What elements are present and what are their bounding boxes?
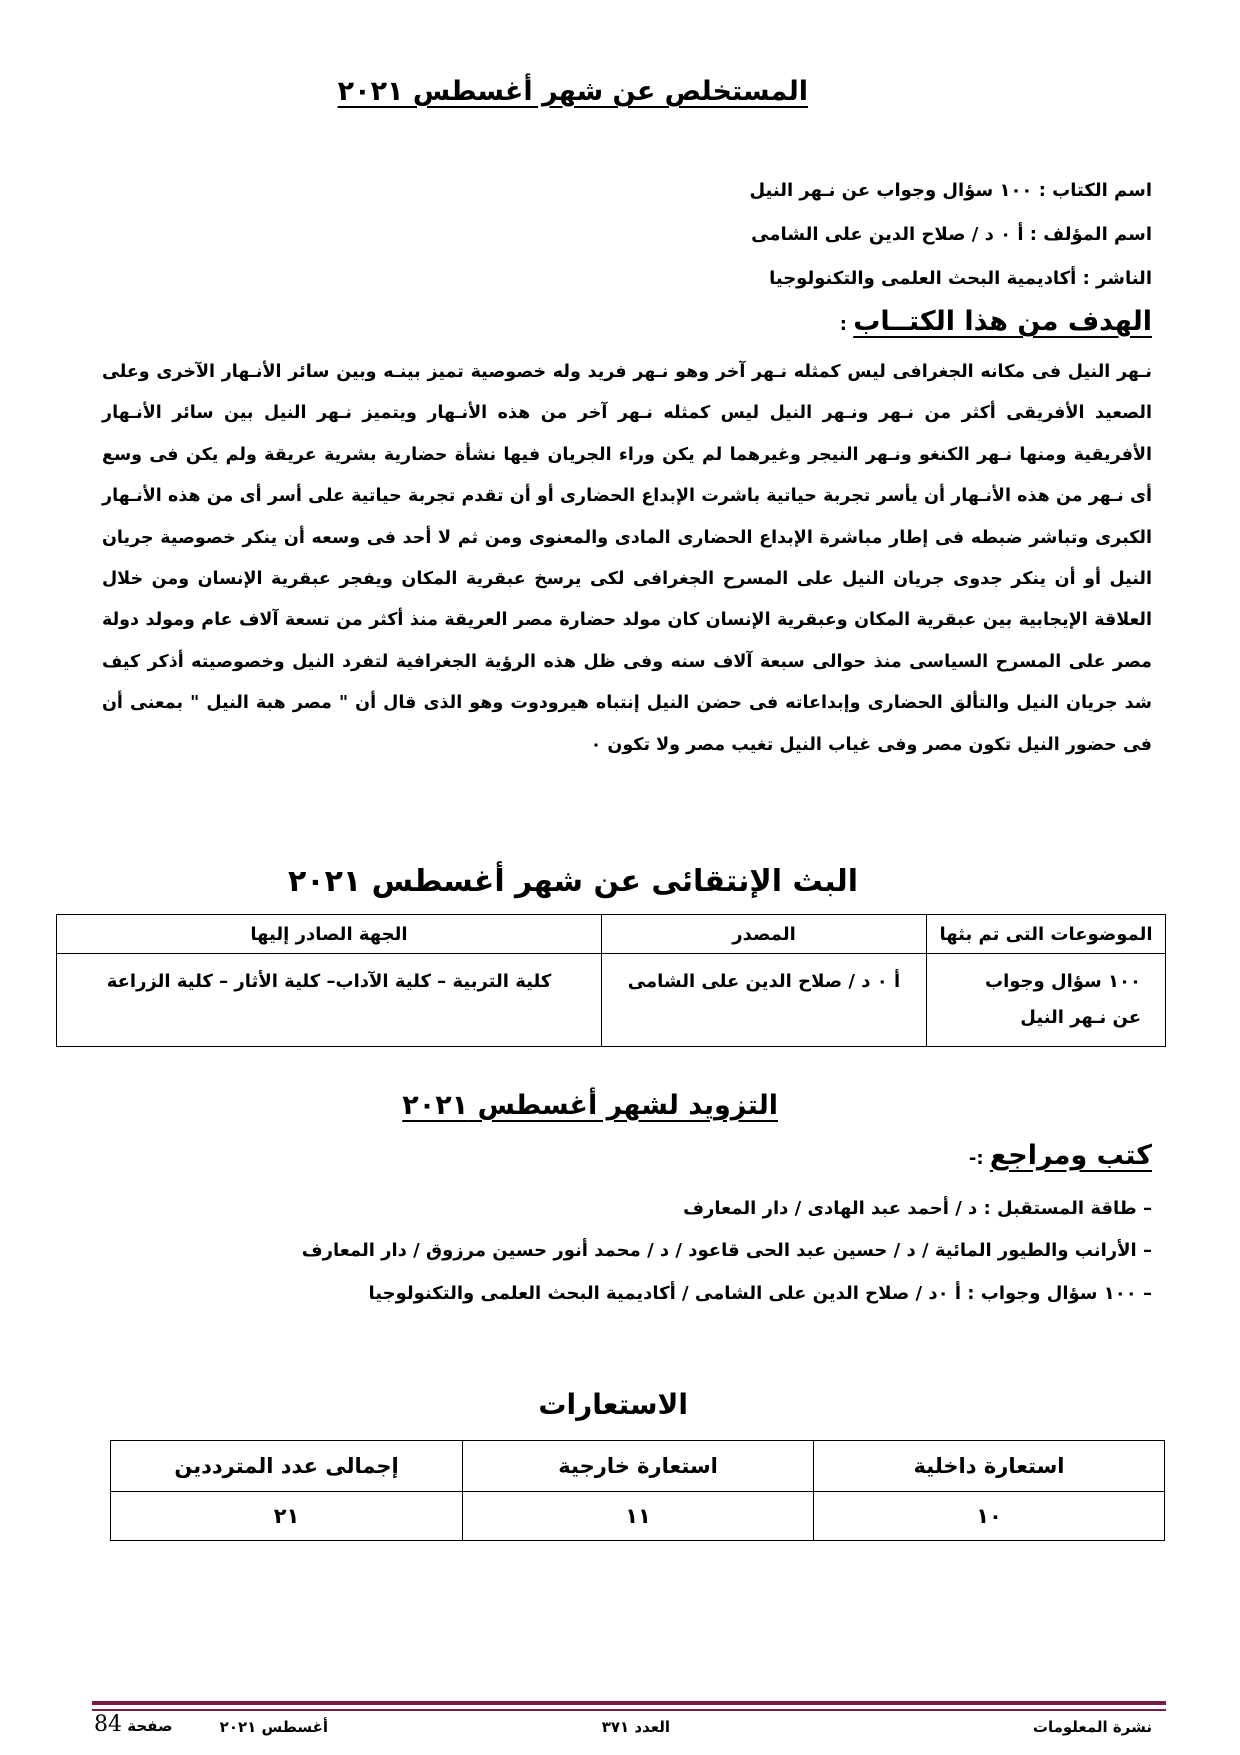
book-name-line: اسم الكتاب : ١٠٠ سؤال وجواب عن نـهر النيل [749,180,1152,201]
broadcast-header-topics: الموضوعات التى تم بثها [927,915,1166,954]
loans-value-external: ١١ [463,1492,814,1541]
loans-header-internal: استعارة داخلية [814,1441,1165,1492]
list-item: – ١٠٠ سؤال وجواب : أ ٠د / صلاح الدين على الشامى / أكاديمية البحث العلمى والتكنولوجيا [368,1283,1152,1304]
loans-header-row [111,1441,1165,1492]
acquisition-title: التزويد لشهر أغسطس ٢٠٢١ [402,1090,778,1121]
broadcast-cell-source: أ ٠ د / صلاح الدين على الشامى [602,954,927,1047]
footer-page-number: 84 [94,1712,122,1737]
footer-issue: العدد ٣٧١ [601,1718,670,1736]
loans-header-external: استعارة خارجية [463,1441,814,1492]
books-heading-text: كتب ومراجع [989,1140,1152,1171]
table-row [57,954,1166,1047]
goal-paragraph: نـهر النيل فى مكانه الجغرافى ليس كمثله نـهر آخر وهو نـهر فريد وله خصوصية تميز بينـه وبين سائر الأنـهار الآخرى وعلى الصعيد الأفريقى أكثر من نـهر ونـهر النيل ليس كمثله نـهر آخر من هذه الأنـهار ويتميز نـهر النيل بين سائر الأنـهار الأفريقية ومنها نـهر الكنغو ونـهر النيجر وغيرهما لم يكن وراء الجريان فيها نشأة حضارية بشرية عريقة ولم يكن فى وسع أى نـهر من هذه الأنـهار أن يأسر تجربة حياتية باشرت الإبداع الحضارى أو أن تقدم تجربة حياتية على أسر أى من هذه الأنـهار الكبرى وتباشر ضبطه فى إطار مباشرة الإبداع الحضارى المادى والمعنوى ومن ثم لا أحد فى وسعه أن ينكر خصوصية جريان النيل أو أن ينكر جدوى جريان النيل على المسرح الجغرافى لكى يرسخ عبقرية المكان ويفجر عبقرية الإنسان ومن خلال العلاقة الإيجابية بين عبقرية المكان وعبقرية الإنسان كان مولد حضارة مصر العريقة منذ أكثر من تسعة آلاف عام ومولد دولة مصر على المسرح السياسى منذ حوالى سبعة آلاف سنه وفى ظل هذه الرؤية الجغرافية لتفرد النيل وخصوصيته أذكر كيف شد جريان النيل والتألق الحضارى وإبداعاته فى حضن النيل إنتباه هيرودوت وهو الذى قال أن " مصر هبة النيل " بمعنى أن فى حضور النيل تكون مصر وفى غياب النيل تغيب مصر ولا تكون ٠ [102,362,1152,755]
books-heading [969,1140,1152,1171]
table-row [111,1492,1165,1541]
loans-value-total: ٢١ [111,1492,463,1541]
footer-page [94,1712,172,1737]
list-item: – الأرانب والطيور المائية / د / حسين عبد الحى قاعود / د / محمد أنور حسين مرزوق / دار المعارف [301,1240,1152,1261]
main-title: المستخلص عن شهر أغسطس ٢٠٢١ [337,76,808,107]
footer-rule [92,1701,1166,1705]
footer-rule-thin [92,1709,1166,1711]
goal-heading [840,306,1152,337]
loans-value-internal: ١٠ [814,1492,1165,1541]
loans-title: الاستعارات [538,1388,688,1421]
books-heading-suffix: :- [968,1148,990,1169]
list-item: – طاقة المستقبل : د / أحمد عبد الهادى / دار المعارف [683,1198,1152,1219]
goal-heading-suffix: : [839,314,854,335]
broadcast-header-recipients: الجهة الصادر إليها [57,915,602,954]
broadcast-header-source: المصدر [602,915,927,954]
footer-month: أغسطس ٢٠٢١ [219,1718,328,1736]
footer-page-label: صفحة [127,1717,173,1735]
broadcast-table [56,914,1166,1047]
broadcast-cell-recipients: كلية التربية – كلية الآداب– كلية الأثار – كلية الزراعة [57,954,602,1047]
loans-table [110,1440,1165,1541]
goal-heading-text: الهدف من هذا الكتــاب [853,306,1152,337]
broadcast-cell-topic: ١٠٠ سؤال وجواب عن نـهر النيل [927,954,1166,1047]
broadcast-title: البث الإنتقائى عن شهر أغسطس ٢٠٢١ [287,864,858,899]
book-author-line: اسم المؤلف : أ ٠ د / صلاح الدين على الشامى [751,224,1152,245]
footer-newsletter: نشرة المعلومات [1032,1718,1152,1736]
broadcast-header-row [57,915,1166,954]
loans-header-total: إجمالى عدد المترددين [111,1441,463,1492]
book-publisher-line: الناشر : أكاديمية البحث العلمى والتكنولوجيا [769,268,1152,289]
